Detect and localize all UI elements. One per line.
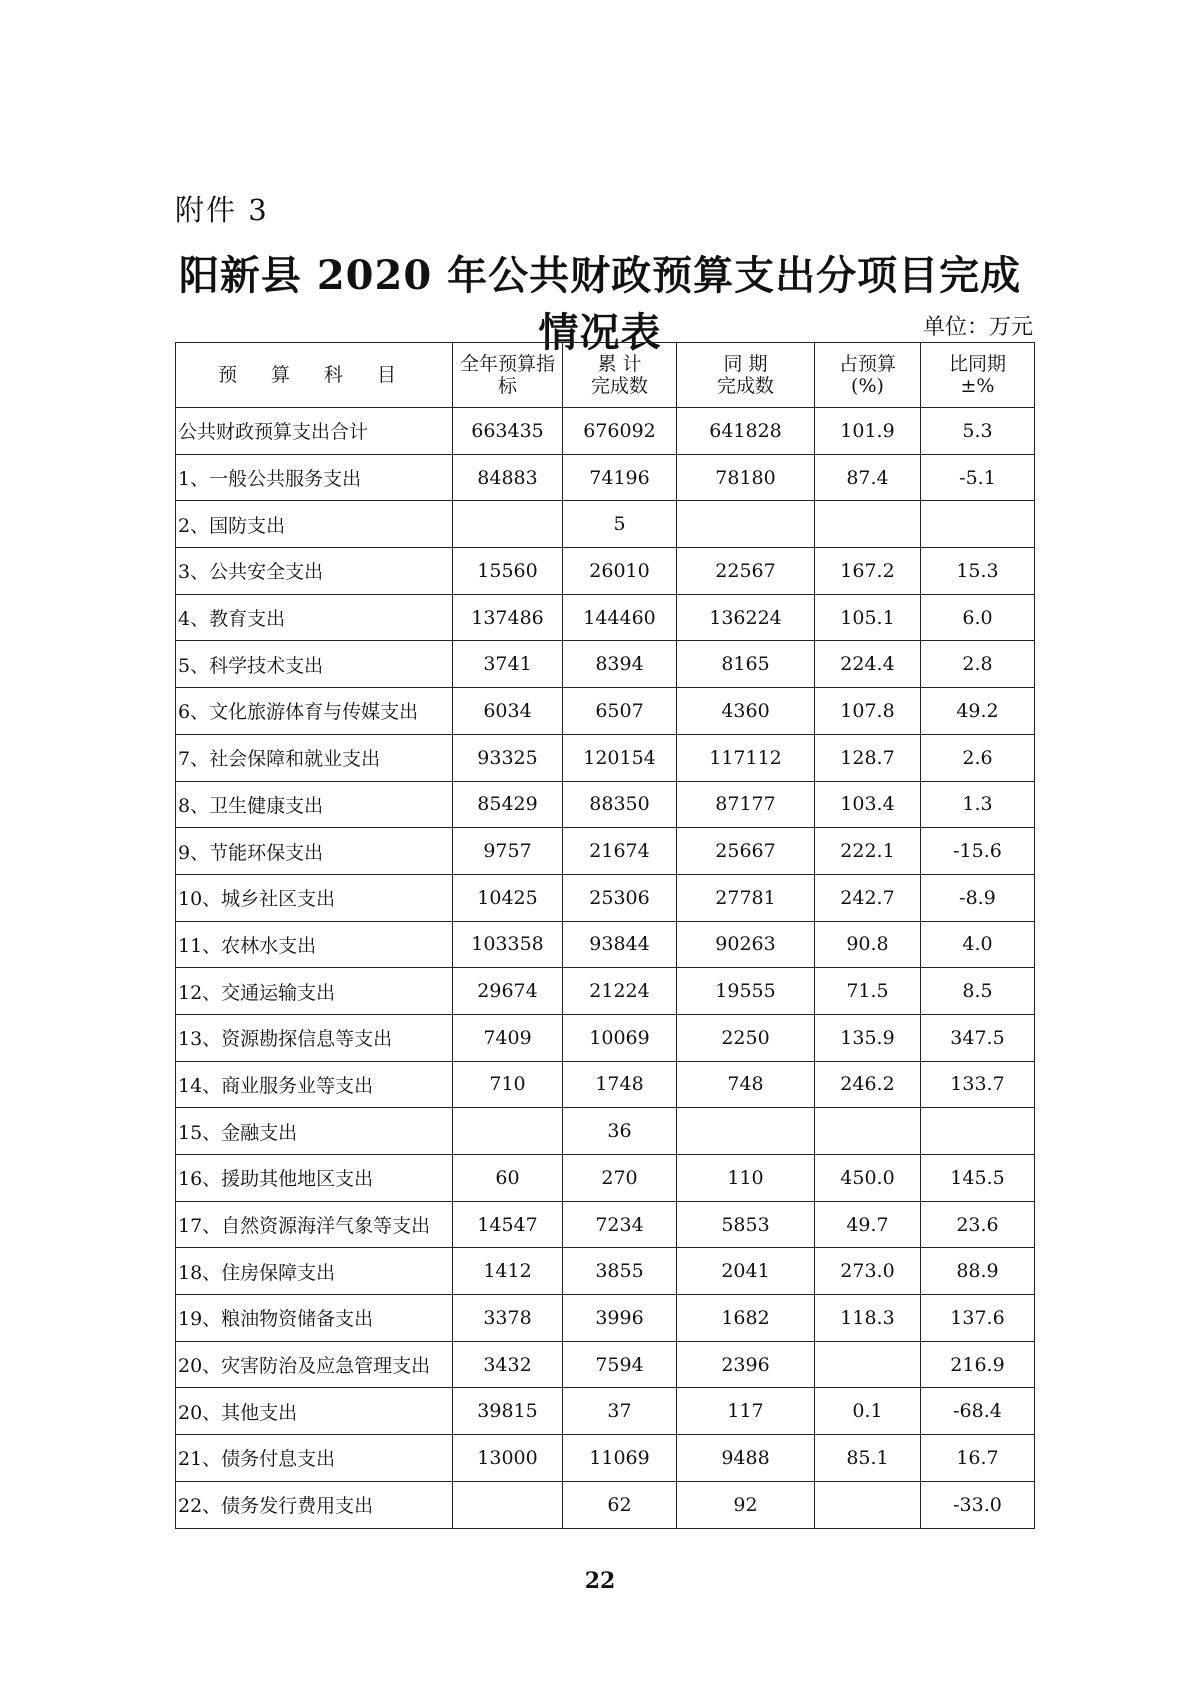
cell-budget: 1412 (453, 1248, 563, 1295)
cell-cumulative: 3855 (563, 1248, 677, 1295)
cell-ratio: 450.0 (815, 1155, 921, 1202)
cell-yoy: -5.1 (921, 454, 1035, 501)
cell-yoy: 5.3 (921, 408, 1035, 455)
cell-ratio (815, 1481, 921, 1528)
cell-cumulative: 26010 (563, 548, 677, 595)
page-title: 阳新县 2020 年公共财政预算支出分项目完成情况表 (178, 252, 1022, 356)
cell-yoy: 2.8 (921, 641, 1035, 688)
cell-yoy: -15.6 (921, 828, 1035, 875)
cell-prior: 2250 (677, 1014, 815, 1061)
cell-prior: 8165 (677, 641, 815, 688)
cell-item: 17、自然资源海洋气象等支出 (176, 1201, 453, 1248)
cell-prior: 110 (677, 1155, 815, 1202)
cell-budget: 13000 (453, 1435, 563, 1482)
cell-cumulative: 21674 (563, 828, 677, 875)
cell-prior: 27781 (677, 874, 815, 921)
table-row (176, 1481, 1035, 1528)
cell-ratio: 101.9 (815, 408, 921, 455)
table-row (176, 594, 1035, 641)
cell-cumulative: 21224 (563, 968, 677, 1015)
cell-cumulative: 120154 (563, 734, 677, 781)
cell-prior: 87177 (677, 781, 815, 828)
table-row (176, 1295, 1035, 1342)
cell-prior: 22567 (677, 548, 815, 595)
attachment-label: 附件 3 (175, 193, 269, 227)
cell-item: 9、节能环保支出 (176, 828, 453, 875)
cell-ratio: 224.4 (815, 641, 921, 688)
header-row (176, 343, 1035, 408)
cell-prior: 2396 (677, 1341, 815, 1388)
cell-item: 22、债务发行费用支出 (176, 1481, 453, 1528)
cell-item: 21、债务付息支出 (176, 1435, 453, 1482)
cell-yoy: 347.5 (921, 1014, 1035, 1061)
cell-budget: 103358 (453, 921, 563, 968)
cell-item: 10、城乡社区支出 (176, 874, 453, 921)
cell-budget: 663435 (453, 408, 563, 455)
cell-item: 1、一般公共服务支出 (176, 454, 453, 501)
cell-budget (453, 501, 563, 548)
table-row (176, 1108, 1035, 1155)
cell-ratio: 167.2 (815, 548, 921, 595)
cell-ratio: 103.4 (815, 781, 921, 828)
cell-cumulative: 62 (563, 1481, 677, 1528)
cell-prior: 5853 (677, 1201, 815, 1248)
unit-label: 单位：万元 (922, 315, 1033, 340)
cell-budget: 6034 (453, 688, 563, 735)
header-yoy: 比同期 ±% (921, 343, 1035, 408)
cell-cumulative: 5 (563, 501, 677, 548)
cell-ratio: 246.2 (815, 1061, 921, 1108)
cell-ratio: 135.9 (815, 1014, 921, 1061)
cell-item: 13、资源勘探信息等支出 (176, 1014, 453, 1061)
cell-ratio: 87.4 (815, 454, 921, 501)
header-budget: 全年预算指 标 (453, 343, 563, 408)
cell-cumulative: 3996 (563, 1295, 677, 1342)
header-ratio: 占预算 (%) (815, 343, 921, 408)
cell-prior: 748 (677, 1061, 815, 1108)
cell-prior (677, 501, 815, 548)
cell-yoy: 16.7 (921, 1435, 1035, 1482)
cell-yoy: 1.3 (921, 781, 1035, 828)
cell-ratio: 222.1 (815, 828, 921, 875)
cell-prior: 117 (677, 1388, 815, 1435)
table-row (176, 688, 1035, 735)
cell-budget: 29674 (453, 968, 563, 1015)
cell-ratio (815, 1108, 921, 1155)
cell-ratio (815, 501, 921, 548)
table-row (176, 1061, 1035, 1108)
cell-yoy: 88.9 (921, 1248, 1035, 1295)
table-row (176, 1435, 1035, 1482)
cell-yoy: 23.6 (921, 1201, 1035, 1248)
cell-prior: 136224 (677, 594, 815, 641)
cell-yoy: 2.6 (921, 734, 1035, 781)
cell-yoy: 49.2 (921, 688, 1035, 735)
cell-item: 20、灾害防治及应急管理支出 (176, 1341, 453, 1388)
cell-item: 14、商业服务业等支出 (176, 1061, 453, 1108)
cell-budget: 7409 (453, 1014, 563, 1061)
cell-item: 4、教育支出 (176, 594, 453, 641)
cell-cumulative: 93844 (563, 921, 677, 968)
cell-ratio: 49.7 (815, 1201, 921, 1248)
cell-prior (677, 1108, 815, 1155)
cell-prior: 90263 (677, 921, 815, 968)
cell-ratio: 128.7 (815, 734, 921, 781)
cell-item: 3、公共安全支出 (176, 548, 453, 595)
cell-ratio: 90.8 (815, 921, 921, 968)
cell-budget: 10425 (453, 874, 563, 921)
cell-prior: 1682 (677, 1295, 815, 1342)
cell-ratio: 85.1 (815, 1435, 921, 1482)
cell-prior: 117112 (677, 734, 815, 781)
cell-budget: 14547 (453, 1201, 563, 1248)
cell-yoy (921, 1108, 1035, 1155)
cell-prior: 78180 (677, 454, 815, 501)
budget-table (175, 342, 1035, 1529)
cell-ratio: 107.8 (815, 688, 921, 735)
cell-item: 16、援助其他地区支出 (176, 1155, 453, 1202)
table-row (176, 968, 1035, 1015)
cell-cumulative: 10069 (563, 1014, 677, 1061)
cell-ratio: 71.5 (815, 968, 921, 1015)
header-item: 预 算 科 目 (176, 343, 453, 408)
cell-yoy: 133.7 (921, 1061, 1035, 1108)
cell-yoy: -33.0 (921, 1481, 1035, 1528)
cell-item: 7、社会保障和就业支出 (176, 734, 453, 781)
cell-yoy: 216.9 (921, 1341, 1035, 1388)
cell-budget: 93325 (453, 734, 563, 781)
table-row (176, 408, 1035, 455)
cell-prior: 9488 (677, 1435, 815, 1482)
cell-item: 8、卫生健康支出 (176, 781, 453, 828)
table-row (176, 1201, 1035, 1248)
cell-yoy: 137.6 (921, 1295, 1035, 1342)
cell-budget: 137486 (453, 594, 563, 641)
cell-cumulative: 74196 (563, 454, 677, 501)
cell-item: 20、其他支出 (176, 1388, 453, 1435)
cell-prior: 4360 (677, 688, 815, 735)
cell-yoy: 6.0 (921, 594, 1035, 641)
cell-budget: 3378 (453, 1295, 563, 1342)
table-row (176, 1155, 1035, 1202)
cell-cumulative: 7234 (563, 1201, 677, 1248)
table-row (176, 1014, 1035, 1061)
table-row (176, 641, 1035, 688)
cell-item: 11、农林水支出 (176, 921, 453, 968)
table-row (176, 454, 1035, 501)
cell-budget: 3741 (453, 641, 563, 688)
cell-budget: 710 (453, 1061, 563, 1108)
cell-ratio: 118.3 (815, 1295, 921, 1342)
cell-prior: 25667 (677, 828, 815, 875)
cell-prior: 92 (677, 1481, 815, 1528)
cell-item: 12、交通运输支出 (176, 968, 453, 1015)
cell-cumulative: 88350 (563, 781, 677, 828)
cell-prior: 19555 (677, 968, 815, 1015)
cell-ratio: 0.1 (815, 1388, 921, 1435)
cell-item: 15、金融支出 (176, 1108, 453, 1155)
table-row (176, 921, 1035, 968)
cell-cumulative: 36 (563, 1108, 677, 1155)
cell-budget: 3432 (453, 1341, 563, 1388)
cell-ratio: 273.0 (815, 1248, 921, 1295)
cell-item: 5、科学技术支出 (176, 641, 453, 688)
cell-item: 公共财政预算支出合计 (176, 408, 453, 455)
cell-cumulative: 1748 (563, 1061, 677, 1108)
cell-yoy: 8.5 (921, 968, 1035, 1015)
cell-cumulative: 144460 (563, 594, 677, 641)
page-number: 22 (584, 1568, 616, 1594)
cell-yoy: 4.0 (921, 921, 1035, 968)
table-row (176, 1341, 1035, 1388)
cell-cumulative: 270 (563, 1155, 677, 1202)
cell-budget (453, 1108, 563, 1155)
header-cumulative: 累 计 完成数 (563, 343, 677, 408)
cell-prior: 2041 (677, 1248, 815, 1295)
cell-item: 19、粮油物资储备支出 (176, 1295, 453, 1342)
table-row (176, 781, 1035, 828)
cell-budget (453, 1481, 563, 1528)
cell-yoy: 15.3 (921, 548, 1035, 595)
cell-yoy (921, 501, 1035, 548)
cell-yoy: -8.9 (921, 874, 1035, 921)
cell-item: 2、国防支出 (176, 501, 453, 548)
cell-item: 18、住房保障支出 (176, 1248, 453, 1295)
table-row (176, 1388, 1035, 1435)
cell-cumulative: 6507 (563, 688, 677, 735)
cell-prior: 641828 (677, 408, 815, 455)
cell-cumulative: 676092 (563, 408, 677, 455)
table-row (176, 1248, 1035, 1295)
cell-cumulative: 7594 (563, 1341, 677, 1388)
cell-cumulative: 8394 (563, 641, 677, 688)
cell-budget: 85429 (453, 781, 563, 828)
header-prior: 同 期 完成数 (677, 343, 815, 408)
cell-ratio (815, 1341, 921, 1388)
table-row (176, 828, 1035, 875)
cell-budget: 9757 (453, 828, 563, 875)
cell-ratio: 105.1 (815, 594, 921, 641)
cell-yoy: -68.4 (921, 1388, 1035, 1435)
cell-yoy: 145.5 (921, 1155, 1035, 1202)
cell-budget: 60 (453, 1155, 563, 1202)
cell-cumulative: 25306 (563, 874, 677, 921)
cell-item: 6、文化旅游体育与传媒支出 (176, 688, 453, 735)
table-row (176, 874, 1035, 921)
table-row (176, 501, 1035, 548)
table-row (176, 734, 1035, 781)
table-row (176, 548, 1035, 595)
cell-ratio: 242.7 (815, 874, 921, 921)
cell-cumulative: 37 (563, 1388, 677, 1435)
cell-budget: 15560 (453, 548, 563, 595)
cell-cumulative: 11069 (563, 1435, 677, 1482)
cell-budget: 39815 (453, 1388, 563, 1435)
cell-budget: 84883 (453, 454, 563, 501)
